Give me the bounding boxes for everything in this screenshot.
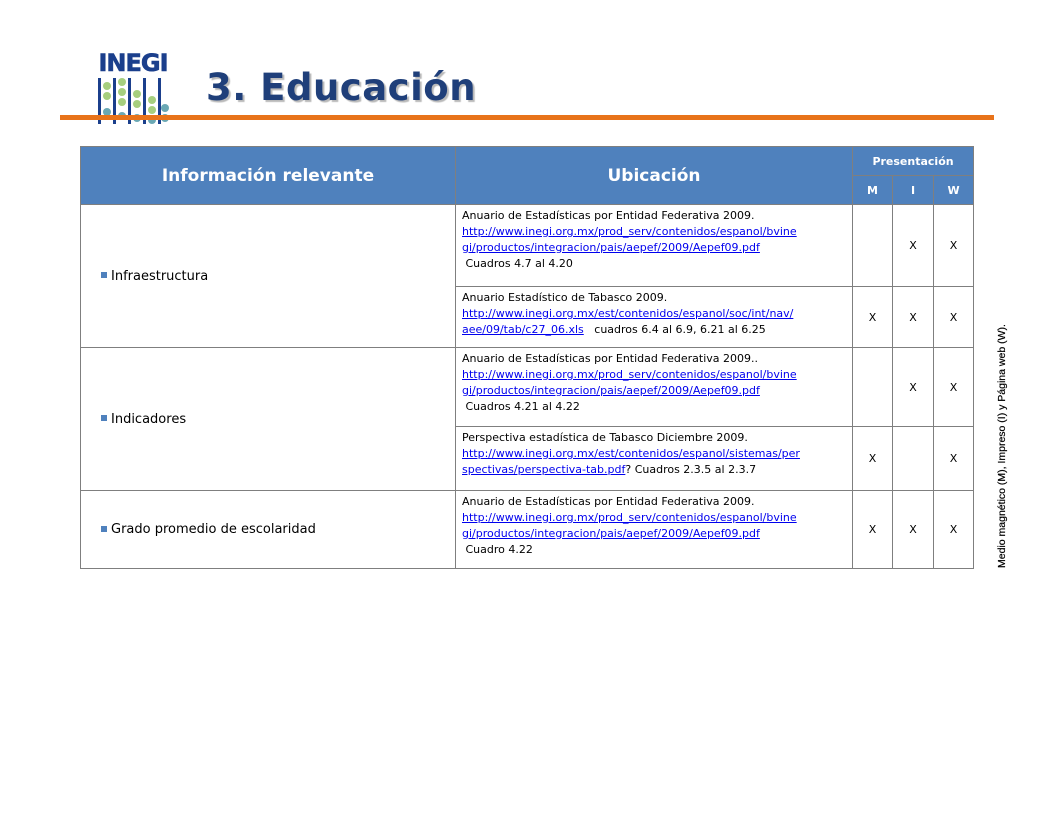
mark-m bbox=[853, 348, 893, 427]
mark-m: X bbox=[853, 491, 893, 569]
table-reference: ? Cuadros 2.3.5 al 2.3.7 bbox=[625, 463, 757, 476]
mark-w: X bbox=[934, 427, 974, 491]
source-title: Anuario de Estadísticas por Entidad Federativa 2009. bbox=[462, 209, 755, 222]
source-title: Perspectiva estadística de Tabasco Diciembre 2009. bbox=[462, 431, 748, 444]
col-header-presentacion: Presentación bbox=[853, 147, 974, 176]
location-cell bbox=[456, 427, 853, 491]
mark-m bbox=[853, 205, 893, 287]
location-cell bbox=[456, 205, 853, 287]
presentation-legend-note: Medio magnético (M), Impreso (I) y Página web (W). bbox=[996, 324, 1008, 568]
mark-i bbox=[893, 427, 934, 491]
source-link[interactable]: http://www.inegi.org.mx/prod_serv/contenidos/espanol/bvine gi/productos/integracion/pais/aepef/2009/Aepef09.pdf bbox=[462, 511, 797, 540]
col-header-i: I bbox=[893, 176, 934, 205]
mark-m: X bbox=[853, 427, 893, 491]
table-reference: Cuadro 4.22 bbox=[465, 543, 533, 556]
topic-cell bbox=[81, 205, 456, 348]
table-row bbox=[81, 205, 974, 287]
logo-text: INEGI bbox=[98, 49, 168, 77]
topic-label: Indicadores bbox=[111, 411, 187, 427]
table-reference: Cuadros 4.7 al 4.20 bbox=[465, 257, 573, 270]
col-header-w: W bbox=[934, 176, 974, 205]
bullet-icon bbox=[101, 526, 107, 532]
mark-w: X bbox=[934, 287, 974, 348]
col-header-ubicacion: Ubicación bbox=[456, 147, 853, 205]
source-title: Anuario Estadístico de Tabasco 2009. bbox=[462, 291, 668, 304]
mark-w: X bbox=[934, 348, 974, 427]
mark-w: X bbox=[934, 491, 974, 569]
topic-cell bbox=[81, 491, 456, 569]
mark-i: X bbox=[893, 205, 934, 287]
bullet-icon bbox=[101, 272, 107, 278]
mark-w: X bbox=[934, 205, 974, 287]
education-info-table bbox=[80, 146, 974, 569]
topic-label: Grado promedio de escolaridad bbox=[111, 522, 316, 537]
location-cell bbox=[456, 491, 853, 569]
source-title: Anuario de Estadísticas por Entidad Federativa 2009.. bbox=[462, 352, 758, 365]
table-row bbox=[81, 491, 974, 569]
mark-m: X bbox=[853, 287, 893, 348]
mark-i: X bbox=[893, 287, 934, 348]
table-reference: cuadros 6.4 al 6.9, 6.21 al 6.25 bbox=[594, 323, 766, 336]
col-header-info: Información relevante bbox=[81, 147, 456, 205]
topic-cell bbox=[81, 348, 456, 491]
source-link[interactable]: http://www.inegi.org.mx/est/contenidos/espanol/soc/int/nav/ aee/09/tab/c27_06.xls bbox=[462, 307, 794, 336]
mark-i: X bbox=[893, 348, 934, 427]
header-divider bbox=[60, 115, 994, 120]
page-title: 3. Educación bbox=[206, 66, 477, 109]
source-link[interactable]: http://www.inegi.org.mx/est/contenidos/espanol/sistemas/per spectivas/perspectiva-tab.pdf bbox=[462, 447, 800, 476]
col-header-m: M bbox=[853, 176, 893, 205]
source-title: Anuario de Estadísticas por Entidad Federativa 2009. bbox=[462, 495, 755, 508]
bullet-icon bbox=[101, 415, 107, 421]
location-cell bbox=[456, 348, 853, 427]
source-link[interactable]: http://www.inegi.org.mx/prod_serv/contenidos/espanol/bvine gi/productos/integracion/pais/aepef/2009/Aepef09.pdf bbox=[462, 225, 797, 254]
mark-i: X bbox=[893, 491, 934, 569]
table-reference: Cuadros 4.21 al 4.22 bbox=[465, 400, 580, 413]
location-cell bbox=[456, 287, 853, 348]
topic-label: Infraestructura bbox=[111, 268, 209, 284]
table-header-row bbox=[81, 147, 974, 176]
table-row bbox=[81, 348, 974, 427]
source-link[interactable]: http://www.inegi.org.mx/prod_serv/contenidos/espanol/bvine gi/productos/integracion/pais/aepef/2009/Aepef09.pdf bbox=[462, 368, 797, 397]
